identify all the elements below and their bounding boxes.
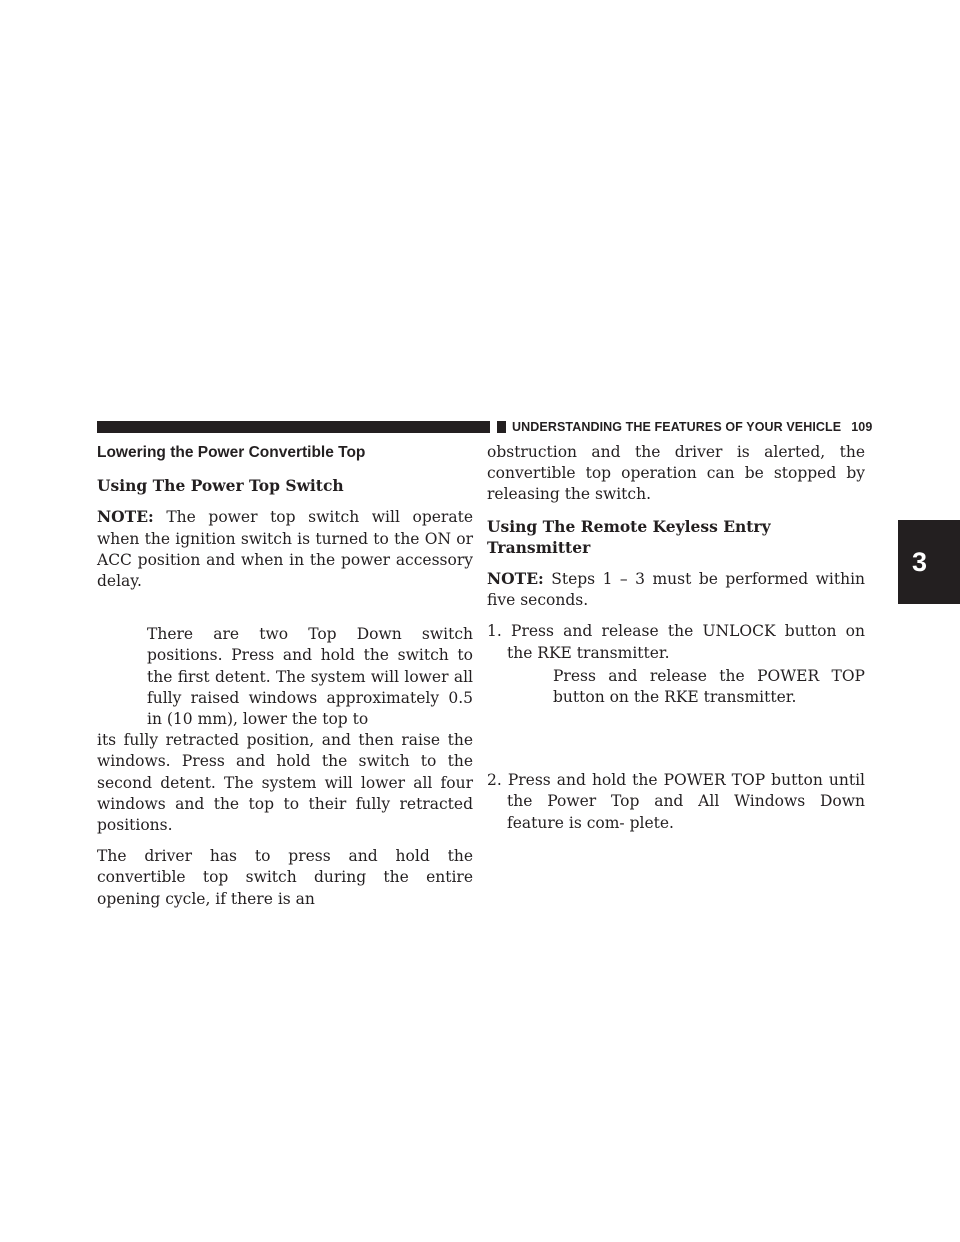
section-title: Lowering the Power Convertible Top <box>97 444 366 461</box>
page-number: 109 <box>851 420 873 434</box>
paragraph-driver: The driver has to press and hold the convertible top switch during the entire opening cycle, if there is an <box>97 847 473 908</box>
right-column <box>487 438 865 844</box>
chapter-number: 3 <box>912 546 928 577</box>
step-1b: Press and release the POWER TOP button on the RKE transmitter. <box>553 666 865 707</box>
note-text-rke: Steps 1 – 3 must be performed within five seconds. <box>487 570 866 610</box>
header-title-text: UNDERSTANDING THE FEATURES OF YOUR VEHICLE <box>512 420 842 434</box>
step-1: 1. Press and release the UNLOCK button on the RKE transmitter. <box>487 622 865 662</box>
chapter-tab <box>898 520 960 604</box>
paragraph-switch-positions-cont: its fully retracted position, and then raise the windows. Press and hold the switch to the second detent. The system will lower all four windows and the top to their fully retracted positions. <box>97 731 473 835</box>
note-paragraph <box>97 506 473 592</box>
paragraph-switch-positions: There are two Top Down switch positions. Press and hold the switch to the first detent. The system will lower all fully raised windows approximately 0.5 in (10 mm), lower the top to <box>147 625 473 729</box>
running-header <box>506 418 878 436</box>
note-text: The power top switch will operate when the ignition switch is turned to the ON or ACC position and when in the power accessory delay. <box>97 508 473 591</box>
note-label: NOTE: <box>97 507 154 527</box>
paragraph-obstruction: obstruction and the driver is alerted, the convertible top operation can be stopped by releasing the switch. <box>487 443 865 504</box>
subheading-rke: Using The Remote Keyless Entry Transmitter <box>487 516 771 557</box>
header-rule-left <box>97 421 490 433</box>
step-2: 2. Press and hold the POWER TOP button until the Power Top and All Windows Down feature is com- plete. <box>487 771 865 832</box>
note-paragraph-rke <box>487 568 865 611</box>
note-label-rke: NOTE: <box>487 569 544 589</box>
left-column <box>97 438 473 920</box>
subheading-power-top-switch: Using The Power Top Switch <box>97 476 344 496</box>
